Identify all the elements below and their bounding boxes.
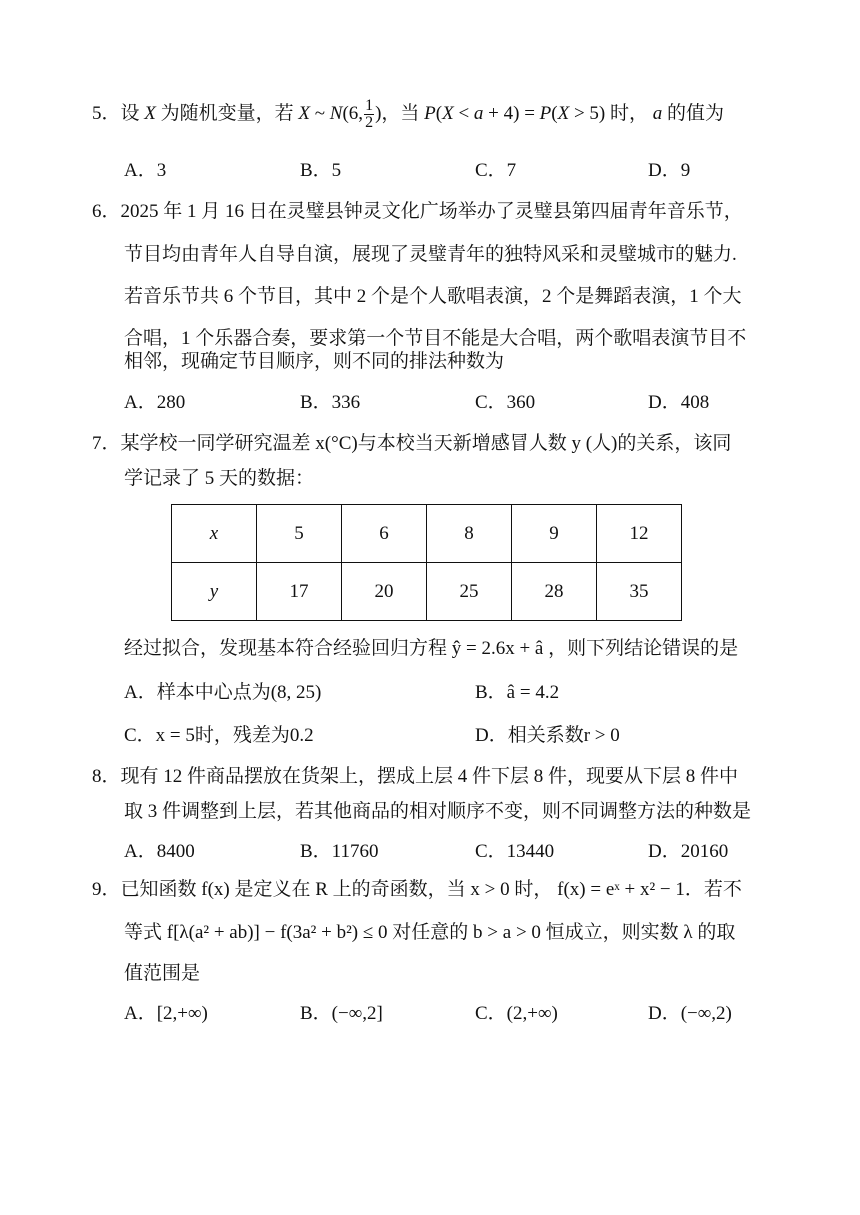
table-cell: 28 (512, 563, 597, 621)
q7-option-a: A．样本中心点为(8, 25) (124, 682, 322, 703)
q6-text-line: 相邻，现确定节目顺序，则不同的排法种数为 (124, 351, 505, 372)
q9-text-line: 等式 f[λ(a² + ab)] − f(3a² + b²) ≤ 0 对任意的 b > a > 0 恒成立，则实数 λ 的取 (124, 922, 736, 943)
q6-text-line: 节目均由青年人自导自演，展现了灵璧青年的独特风采和灵璧城市的魅力. (124, 244, 737, 265)
question-7-line-1 (92, 430, 731, 458)
q6-text-line: 若音乐节共 6 个节目，其中 2 个是个人歌唱表演，2 个是舞蹈表演，1 个大 (124, 286, 742, 307)
table-cell: 9 (512, 505, 597, 563)
q6-text-line: 2025 年 1 月 16 日在灵璧县钟灵文化广场举办了灵璧县第四届青年音乐节， (120, 201, 743, 222)
q6-text-line: 合唱，1 个乐器合奏，要求第一个节目不能是大合唱，两个歌唱表演节目不 (124, 328, 747, 349)
q9-text-line: 值范围是 (124, 963, 201, 984)
table-cell: 5 (257, 505, 342, 563)
q6-option-a: A．280 (124, 392, 186, 413)
q8-option-b: B．11760 (300, 841, 379, 862)
q7-option-d: D．相关系数r > 0 (475, 725, 620, 746)
q7-text-line: 学记录了 5 天的数据： (124, 468, 315, 489)
question-number: 7． (92, 433, 121, 454)
q6-option-b: B．336 (300, 392, 361, 413)
table-row-x (172, 505, 682, 563)
q6-option-d: D．408 (648, 392, 710, 413)
question-5-stem (92, 98, 724, 131)
question-number: 8． (92, 766, 121, 787)
question-number: 6． (92, 201, 121, 222)
q9-option-b: B．(−∞,2] (300, 1003, 383, 1024)
q5-option-d: D．9 (648, 160, 691, 181)
q7-text-line: 某学校一同学研究温差 x(°C)与本校当天新增感冒人数 y (人)的关系，该同 (120, 433, 732, 454)
table-cell: 35 (597, 563, 682, 621)
q8-option-a: A．8400 (124, 841, 195, 862)
data-table (171, 504, 682, 621)
table-row-y (172, 563, 682, 621)
q8-text-line: 现有 12 件商品摆放在货架上，摆成上层 4 件下层 8 件，现要从下层 8 件中 (120, 766, 739, 787)
table-cell: 6 (342, 505, 427, 563)
q6-option-c: C．360 (475, 392, 536, 413)
q8-text-line: 取 3 件调整到上层，若其他商品的相对顺序不变，则不同调整方法的种数是 (124, 801, 752, 822)
q7-option-c: C．x = 5时，残差为0.2 (124, 725, 314, 746)
q5-option-b: B．5 (300, 160, 342, 181)
q7-after-table: 经过拟合，发现基本符合经验回归方程 ŷ = 2.6x + â ，则下列结论错误的是 (124, 638, 739, 659)
table-cell: 12 (597, 505, 682, 563)
fraction-one-half: $\frac{1}{2}$ (365, 97, 374, 131)
q5-option-c: C．7 (475, 160, 517, 181)
q9-option-a: A．[2,+∞) (124, 1003, 208, 1024)
table-cell: 25 (427, 563, 512, 621)
table-cell: 20 (342, 563, 427, 621)
table-row-label: y (172, 563, 257, 621)
table-row-label: x (172, 505, 257, 563)
question-8-line-1 (92, 763, 738, 791)
question-number: 9． (92, 879, 121, 900)
q7-option-b: B．â = 4.2 (475, 682, 560, 703)
q9-option-c: C．(2,+∞) (475, 1003, 558, 1024)
q9-text-line: 已知函数 f(x) 是定义在 R 上的奇函数，当 x > 0 时， f(x) = eˣ + x² − 1．若不 (120, 879, 742, 900)
q5-text-part1: 设 X 为随机变量，若 X ~ N(6, $\frac{1}{2}$ )，当 P(X < a + 4) = P(X > 5) 时， a 的值为 (120, 97, 725, 131)
q8-option-d: D．20160 (648, 841, 729, 862)
table-cell: 17 (257, 563, 342, 621)
q9-option-d: D．(−∞,2) (648, 1003, 732, 1024)
question-number: 5． (92, 102, 121, 124)
question-9-line-1 (92, 876, 742, 904)
table-cell: 8 (427, 505, 512, 563)
q8-option-c: C．13440 (475, 841, 555, 862)
question-6-line-1 (92, 198, 743, 226)
q5-option-a: A．3 (124, 160, 167, 181)
